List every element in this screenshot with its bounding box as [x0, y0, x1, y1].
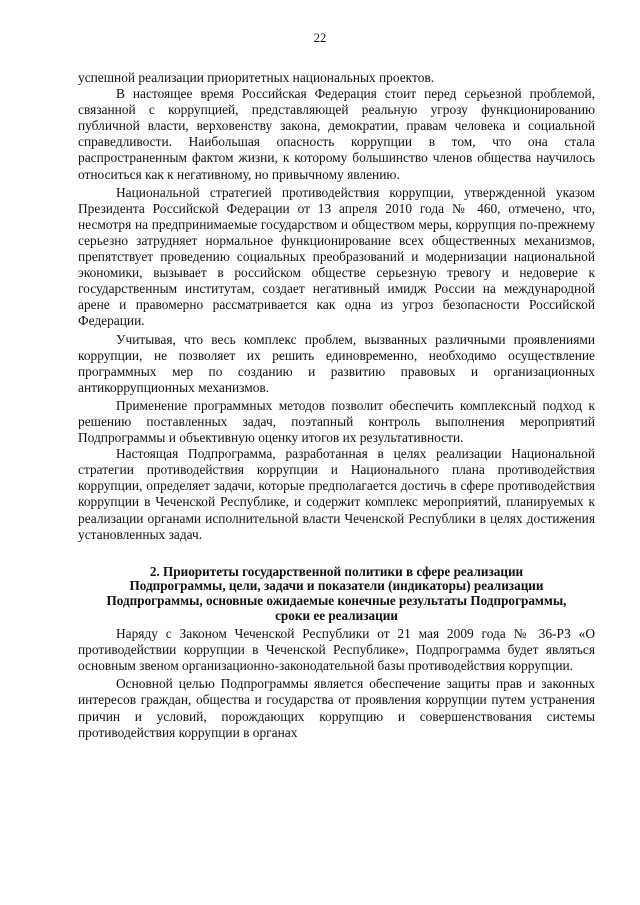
paragraph-continuation: успешной реализации приоритетных национальных проектов.	[78, 70, 435, 85]
page-number: 22	[313, 31, 327, 45]
document-body	[78, 70, 595, 741]
paragraph-corruption-problem: В настоящее время Российская Федерация стоит перед серьезной проблемой, связанной с коррупцией, представляющей реальную угрозу функционированию публичной власти, верховенству закона, демократии, правам человека и социальной справедливости. Наибольшая опасность коррупции в том, что она стала распространенным фактом жизни, к которому большинство членов общества научилось относиться как к негативному, но привычному явлению.	[78, 86, 595, 182]
paragraph-complex-problems: Учитывая, что весь комплекс проблем, вызванных различными проявлениями коррупции, не позволяет их решить единовременно, необходимо осуществление программных мер по созданию и развитию правовых и организационных антикоррупционных механизмов.	[78, 331, 595, 395]
section-heading-line: Подпрограммы, основные ожидаемые конечные результаты Подпрограммы,	[106, 592, 567, 608]
paragraph-program-methods: Применение программных методов позволит обеспечить комплексный подход к решению поставленных задач, поэтапный контроль выполнения мероприятий Подпрограммы и объективную оценку итогов их результативности.	[78, 397, 595, 446]
paragraph-national-strategy: Национальной стратегией противодействия коррупции, утвержденной указом Президента Российской Федерации от 13 апреля 2010 года № 460, отмечено, что, несмотря на предпринимаемые государством и обществом меры, коррупция по-прежнему серьезно затрудняет нормальное функционирование всех общественных механизмов, препятствует проведению социальных преобразований и модернизации национальной экономики, вызывает в российском обществе серьезную тревогу и недоверие к государственным институтам, создает негативный имидж России на международной арене и правомерно рассматривается как одна из угроз безопасности Российской Федерации.	[78, 184, 595, 329]
section-heading-line: Подпрограммы, цели, задачи и показатели (индикаторы) реализации	[129, 578, 544, 594]
section-heading	[78, 565, 595, 623]
paragraph-law-basis: Наряду с Законом Чеченской Республики от 21 мая 2009 года № 36-РЗ «О противодействии коррупции в Чеченской Республике», Подпрограмма будет являться основным звеном организационно-законодательной базы противодействия коррупции.	[78, 626, 595, 674]
paragraph-subprogram-purpose: Настоящая Подпрограмма, разработанная в целях реализации Национальной стратегии противодействия коррупции и Национального плана противодействия коррупции, определяет задачи, которые предполагается достичь в сфере противодействия коррупции в Чеченской Республике, и содержит комплекс мероприятий, планируемых к реализации органами исполнительной власти Чеченской Республики в целях достижения установленных задач.	[78, 446, 595, 542]
paragraph-main-goal: Основной целью Подпрограммы является обеспечение защиты прав и законных интересов граждан, общества и государства от проявления коррупции путем устранения причин и условий, порождающих коррупцию и совершенствования системы противодействия коррупции в органах	[78, 676, 595, 740]
section-heading-line: сроки ее реализации	[275, 607, 398, 623]
section-heading-line: 2. Приоритеты государственной политики в сфере реализации	[149, 563, 524, 579]
